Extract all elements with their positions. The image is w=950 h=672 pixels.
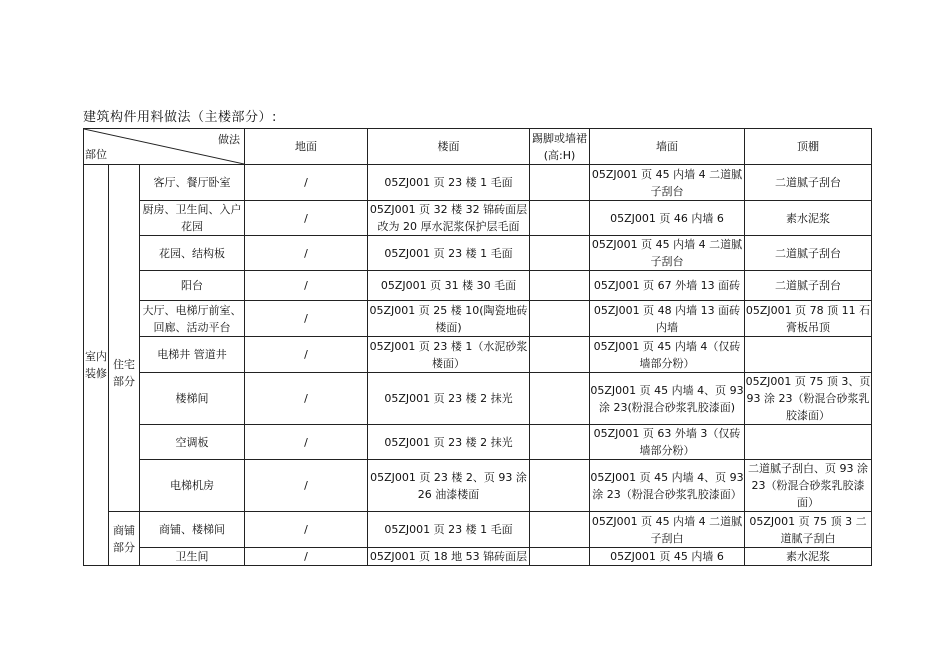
row-skirting <box>530 337 590 373</box>
row-name: 空调板 <box>140 425 245 460</box>
header-wall: 墙面 <box>590 129 745 165</box>
row-name: 花园、结构板 <box>140 236 245 271</box>
header-slab: 楼面 <box>368 129 530 165</box>
header-floor: 地面 <box>245 129 368 165</box>
row-skirting <box>530 425 590 460</box>
header-ceiling: 顶棚 <box>745 129 872 165</box>
row-name: 楼梯间 <box>140 373 245 425</box>
row-wall: 05ZJ001 页 45 内墙 4、页 93 涂 23(粉混合砂浆乳胶漆面) <box>590 373 745 425</box>
row-slab: 05ZJ001 页 25 楼 10(陶瓷地砖楼面) <box>368 301 530 337</box>
table-row <box>84 425 872 460</box>
row-ceiling: 素水泥浆 <box>745 548 872 566</box>
table-row <box>84 165 872 201</box>
row-skirting <box>530 548 590 566</box>
table-row <box>84 201 872 236</box>
row-slab: 05ZJ001 页 23 楼 1（水泥砂浆楼面） <box>368 337 530 373</box>
table-row <box>84 337 872 373</box>
table-row <box>84 512 872 548</box>
row-name: 卫生间 <box>140 548 245 566</box>
table-row <box>84 301 872 337</box>
table-row <box>84 271 872 301</box>
row-ceiling: 二道腻子刮台 <box>745 236 872 271</box>
row-name: 电梯井 管道井 <box>140 337 245 373</box>
header-part: 部位 <box>85 148 107 161</box>
row-name: 大厅、电梯厅前室、回廊、活动平台 <box>140 301 245 337</box>
group-residence: 住宅部分 <box>109 236 140 512</box>
row-wall: 05ZJ001 页 67 外墙 13 面砖 <box>590 271 745 301</box>
header-skirting: 踢脚或墙裙(高:H) <box>530 129 590 165</box>
row-floor: / <box>245 337 368 373</box>
row-floor: / <box>245 512 368 548</box>
row-name: 商铺、楼梯间 <box>140 512 245 548</box>
row-ceiling: 二道腻子刮白、页 93 涂 23（粉混合砂浆乳胶漆面） <box>745 460 872 512</box>
row-ceiling: 素水泥浆 <box>745 201 872 236</box>
row-floor: / <box>245 460 368 512</box>
row-slab: 05ZJ001 页 18 地 53 锦砖面层 <box>368 548 530 566</box>
row-ceiling: 05ZJ001 页 75 顶 3 二道腻子刮白 <box>745 512 872 548</box>
row-floor: / <box>245 236 368 271</box>
row-floor: / <box>245 271 368 301</box>
row-slab: 05ZJ001 页 23 楼 2 抹光 <box>368 373 530 425</box>
row-floor: / <box>245 548 368 566</box>
row-wall: 05ZJ001 页 45 内墙 6 <box>590 548 745 566</box>
table-row <box>84 236 872 271</box>
table-row <box>84 460 872 512</box>
row-slab: 05ZJ001 页 23 楼 2、页 93 涂 26 油漆楼面 <box>368 460 530 512</box>
row-wall: 05ZJ001 页 63 外墙 3（仅砖墙部分粉） <box>590 425 745 460</box>
row-skirting <box>530 201 590 236</box>
header-corner-cell <box>84 129 245 165</box>
row-skirting <box>530 165 590 201</box>
document-title: 建筑构件用料做法（主楼部分）: <box>83 110 277 125</box>
group-shop: 商铺部分 <box>109 512 140 566</box>
table-row <box>84 373 872 425</box>
row-skirting <box>530 460 590 512</box>
header-row <box>84 129 872 165</box>
row-skirting <box>530 301 590 337</box>
row-slab: 05ZJ001 页 23 楼 2 抹光 <box>368 425 530 460</box>
row-skirting <box>530 512 590 548</box>
row-wall: 05ZJ001 页 45 内墙 4 二道腻子刮白 <box>590 512 745 548</box>
row-name: 厨房、卫生间、入户花园 <box>140 201 245 236</box>
row-floor: / <box>245 165 368 201</box>
row-skirting <box>530 271 590 301</box>
header-method: 做法 <box>218 133 241 146</box>
materials-table <box>83 128 872 566</box>
row-ceiling <box>745 337 872 373</box>
row-floor: / <box>245 201 368 236</box>
group-spacer <box>109 165 140 236</box>
table-row <box>84 548 872 566</box>
row-skirting <box>530 236 590 271</box>
row-slab: 05ZJ001 页 23 楼 1 毛面 <box>368 165 530 201</box>
row-floor: / <box>245 373 368 425</box>
row-slab: 05ZJ001 页 23 楼 1 毛面 <box>368 236 530 271</box>
row-ceiling: 05ZJ001 页 78 顶 11 石膏板吊顶 <box>745 301 872 337</box>
row-slab: 05ZJ001 页 32 楼 32 锦砖面层改为 20 厚水泥浆保护层毛面 <box>368 201 530 236</box>
row-wall: 05ZJ001 页 45 内墙 4、页 93 涂 23（粉混合砂浆乳胶漆面） <box>590 460 745 512</box>
row-wall: 05ZJ001 页 46 内墙 6 <box>590 201 745 236</box>
row-floor: / <box>245 301 368 337</box>
row-ceiling: 05ZJ001 页 75 顶 3、页 93 涂 23（粉混合砂浆乳胶漆面） <box>745 373 872 425</box>
row-ceiling: 二道腻子刮台 <box>745 271 872 301</box>
row-wall: 05ZJ001 页 48 内墙 13 面砖内墙 <box>590 301 745 337</box>
row-ceiling <box>745 425 872 460</box>
row-wall: 05ZJ001 页 45 内墙 4 二道腻子刮台 <box>590 165 745 201</box>
row-skirting <box>530 373 590 425</box>
row-ceiling: 二道腻子刮台 <box>745 165 872 201</box>
group-interior: 室内装修 <box>84 165 109 566</box>
row-wall: 05ZJ001 页 45 内墙 4 二道腻子刮台 <box>590 236 745 271</box>
row-name: 阳台 <box>140 271 245 301</box>
row-name: 电梯机房 <box>140 460 245 512</box>
row-name: 客厅、餐厅卧室 <box>140 165 245 201</box>
row-wall: 05ZJ001 页 45 内墙 4（仅砖墙部分粉） <box>590 337 745 373</box>
row-slab: 05ZJ001 页 31 楼 30 毛面 <box>368 271 530 301</box>
row-slab: 05ZJ001 页 23 楼 1 毛面 <box>368 512 530 548</box>
row-floor: / <box>245 425 368 460</box>
